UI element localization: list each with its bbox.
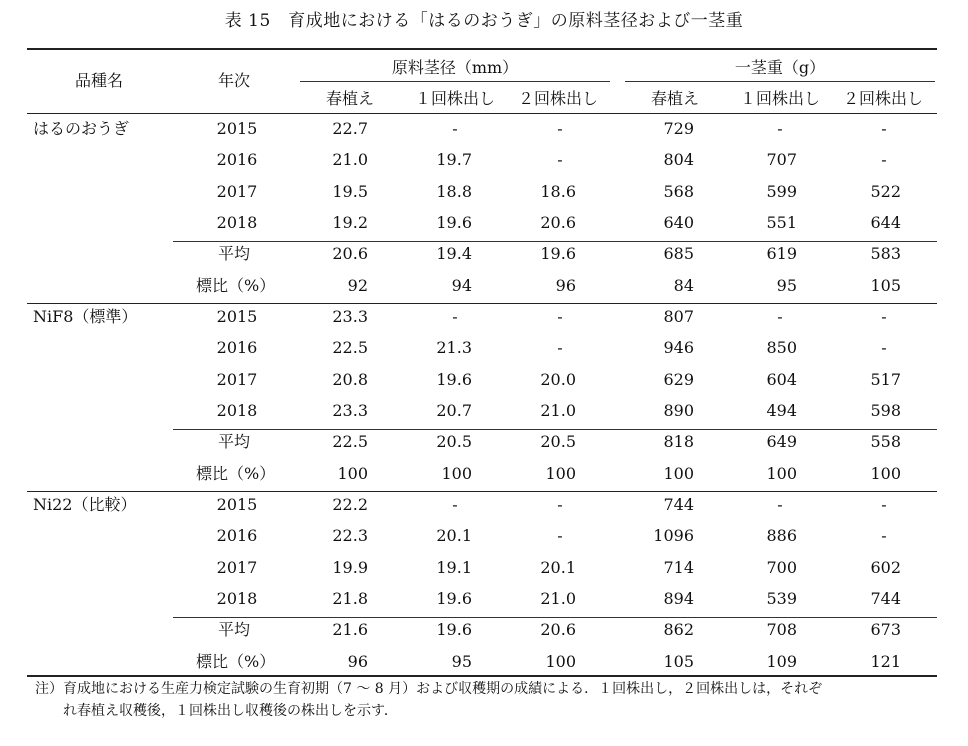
cell-stem-diameter-ratoon2: 20.5: [540, 432, 576, 452]
group-rule: [27, 491, 937, 492]
subheader-col-6: ２回株出し: [842, 89, 923, 108]
cell-stem-diameter-ratoon2: -: [557, 338, 563, 358]
cell-stem-weight-ratoon1: -: [777, 495, 783, 514]
cell-stem-diameter-spring: 21.0: [332, 150, 368, 170]
average-label: 平均: [218, 432, 251, 452]
header-group-stem-diameter: 原料茎径（mm）: [391, 58, 519, 77]
cell-stem-weight-spring: 629: [663, 369, 694, 389]
cell-stem-weight-ratoon1: 886: [766, 526, 797, 546]
cell-stem-weight-ratoon2: -: [881, 338, 887, 358]
cell-stem-diameter-ratoon2: 96: [555, 275, 576, 295]
cell-stem-diameter-spring: 21.8: [332, 588, 368, 608]
cell-stem-weight-spring: 1096: [653, 526, 694, 546]
average-label: 平均: [218, 244, 251, 264]
cell-stem-diameter-ratoon2: 21.0: [540, 400, 576, 420]
cell-stem-weight-spring: 714: [663, 557, 694, 577]
cell-stem-weight-ratoon1: -: [777, 307, 783, 326]
ratio-label: 標比（%）: [196, 463, 276, 483]
cell-stem-weight-spring: 818: [663, 432, 694, 452]
cell-stem-diameter-ratoon2: -: [557, 307, 563, 326]
cell-stem-weight-ratoon1: -: [777, 119, 783, 138]
cell-stem-diameter-ratoon2: -: [557, 495, 563, 514]
cell-stem-diameter-ratoon1: 19.6: [436, 369, 472, 389]
cell-stem-diameter-ratoon2: 21.0: [540, 588, 576, 608]
header-group-stem-weight: 一茎重（g）: [734, 58, 826, 77]
subheader-col-1: 春植え: [325, 89, 374, 108]
cell-stem-diameter-ratoon2: -: [557, 526, 563, 546]
cell-stem-weight-ratoon1: 95: [776, 275, 797, 295]
cell-stem-weight-spring: 685: [663, 244, 694, 264]
cell-stem-diameter-ratoon2: -: [557, 150, 563, 170]
cell-stem-weight-spring: 862: [663, 620, 694, 640]
header-variety: 品種名: [75, 71, 124, 90]
year-label: 2016: [216, 150, 258, 170]
cell-stem-diameter-spring: 23.3: [332, 307, 368, 326]
cell-stem-weight-spring: 890: [663, 400, 694, 420]
cell-stem-diameter-ratoon1: 100: [441, 463, 472, 483]
cell-stem-weight-ratoon1: 700: [766, 557, 797, 577]
cell-stem-diameter-spring: 96: [347, 651, 368, 671]
cell-stem-diameter-ratoon1: 20.7: [436, 400, 472, 420]
year-label: 2017: [216, 369, 258, 389]
cell-stem-weight-ratoon2: 105: [870, 275, 901, 295]
cell-stem-diameter-ratoon2: 18.6: [540, 181, 576, 201]
cell-stem-diameter-spring: 100: [337, 463, 368, 483]
group-rule: [27, 303, 937, 304]
cell-stem-diameter-ratoon1: 19.7: [436, 150, 472, 170]
cell-stem-weight-ratoon1: 619: [766, 244, 797, 264]
cell-stem-weight-ratoon2: 744: [870, 588, 901, 608]
cell-stem-weight-ratoon1: 604: [766, 369, 797, 389]
cell-stem-diameter-ratoon1: 19.4: [436, 244, 472, 264]
cell-stem-weight-ratoon2: -: [881, 495, 887, 514]
cell-stem-diameter-ratoon2: 20.6: [540, 620, 576, 640]
cell-stem-diameter-spring: 20.6: [332, 244, 368, 264]
footnote-line-2: れ春植え収穫後，１回株出し収穫後の株出しを示す．: [63, 703, 398, 719]
year-label: 2015: [216, 495, 258, 514]
cell-stem-weight-spring: 807: [663, 307, 694, 326]
cell-stem-diameter-spring: 22.3: [332, 526, 368, 546]
cell-stem-weight-ratoon1: 494: [766, 400, 797, 420]
average-label: 平均: [218, 620, 251, 640]
cell-stem-weight-ratoon2: 517: [870, 369, 901, 389]
cell-stem-diameter-spring: 19.5: [332, 181, 368, 201]
header-rule: [27, 113, 937, 114]
summary-separator: [173, 241, 937, 242]
cell-stem-diameter-ratoon1: -: [452, 495, 458, 514]
footnote: [35, 678, 935, 722]
cell-stem-weight-spring: 744: [663, 495, 694, 514]
cell-stem-diameter-spring: 22.5: [332, 338, 368, 358]
cell-stem-weight-ratoon1: 109: [766, 651, 797, 671]
bottom-rule: [27, 675, 937, 677]
cell-stem-diameter-ratoon1: 21.3: [436, 338, 472, 358]
cell-stem-weight-ratoon2: 602: [870, 557, 901, 577]
cell-stem-weight-spring: 568: [663, 181, 694, 201]
cell-stem-weight-ratoon2: 558: [870, 432, 901, 452]
summary-separator: [173, 429, 937, 430]
cell-stem-diameter-spring: 23.3: [332, 400, 368, 420]
cell-stem-weight-ratoon1: 649: [766, 432, 797, 452]
year-label: 2015: [216, 119, 258, 138]
cell-stem-diameter-ratoon2: 100: [545, 463, 576, 483]
cell-stem-weight-ratoon2: 598: [870, 400, 901, 420]
cell-stem-diameter-spring: 22.5: [332, 432, 368, 452]
year-label: 2017: [216, 181, 258, 201]
cell-stem-weight-ratoon2: -: [881, 150, 887, 170]
summary-separator: [173, 617, 937, 618]
cell-stem-diameter-ratoon1: 19.6: [436, 620, 472, 640]
cell-stem-diameter-ratoon1: 19.6: [436, 212, 472, 232]
year-label: 2018: [216, 212, 258, 232]
cell-stem-diameter-ratoon1: 18.8: [436, 181, 472, 201]
cell-stem-diameter-spring: 20.8: [332, 369, 368, 389]
cell-stem-weight-spring: 804: [663, 150, 694, 170]
year-label: 2017: [216, 557, 258, 577]
header-year: 年次: [218, 71, 251, 90]
cell-stem-diameter-ratoon2: 20.0: [540, 369, 576, 389]
cell-stem-diameter-ratoon2: 20.1: [540, 557, 576, 577]
footnote-line-1: 注）育成地における生産力検定試験の生育初期（7 ～ 8 月）および収穫期の成績による．１回株出し，２回株出しは，それぞ: [35, 681, 823, 697]
cell-stem-weight-ratoon2: 673: [870, 620, 901, 640]
group-underline-2: [625, 81, 935, 82]
top-rule: [27, 48, 937, 50]
cell-stem-weight-spring: 105: [663, 651, 694, 671]
cell-stem-weight-ratoon1: 708: [766, 620, 797, 640]
year-label: 2015: [216, 307, 258, 326]
cell-stem-diameter-ratoon1: 94: [451, 275, 472, 295]
cell-stem-weight-ratoon2: -: [881, 307, 887, 326]
variety-name: はるのおうぎ: [33, 119, 130, 138]
cell-stem-diameter-ratoon1: 20.5: [436, 432, 472, 452]
cell-stem-weight-spring: 946: [663, 338, 694, 358]
cell-stem-diameter-ratoon1: 19.1: [436, 557, 472, 577]
cell-stem-diameter-ratoon1: 20.1: [436, 526, 472, 546]
cell-stem-weight-ratoon2: 644: [870, 212, 901, 232]
cell-stem-diameter-spring: 22.2: [332, 495, 368, 514]
cell-stem-weight-ratoon1: 850: [766, 338, 797, 358]
cell-stem-diameter-ratoon1: 19.6: [436, 588, 472, 608]
cell-stem-weight-spring: 84: [673, 275, 694, 295]
cell-stem-diameter-spring: 22.7: [332, 119, 368, 138]
group-underline-1: [300, 81, 610, 82]
cell-stem-weight-ratoon2: 121: [870, 651, 901, 671]
year-label: 2016: [216, 526, 258, 546]
cell-stem-diameter-ratoon2: 19.6: [540, 244, 576, 264]
cell-stem-weight-ratoon1: 539: [766, 588, 797, 608]
cell-stem-diameter-spring: 21.6: [332, 620, 368, 640]
cell-stem-weight-ratoon1: 707: [766, 150, 797, 170]
cell-stem-weight-spring: 100: [663, 463, 694, 483]
cell-stem-weight-ratoon2: -: [881, 526, 887, 546]
year-label: 2018: [216, 400, 258, 420]
subheader-col-3: ２回株出し: [517, 89, 598, 108]
variety-name: NiF8（標準）: [33, 307, 138, 326]
variety-name: Ni22（比較）: [33, 495, 137, 514]
cell-stem-weight-ratoon2: 522: [870, 181, 901, 201]
cell-stem-weight-spring: 640: [663, 212, 694, 232]
cell-stem-diameter-spring: 19.9: [332, 557, 368, 577]
cell-stem-diameter-ratoon2: -: [557, 119, 563, 138]
cell-stem-diameter-spring: 92: [347, 275, 368, 295]
cell-stem-diameter-spring: 19.2: [332, 212, 368, 232]
subheader-col-2: １回株出し: [414, 89, 495, 108]
year-label: 2016: [216, 338, 258, 358]
cell-stem-diameter-ratoon1: -: [452, 119, 458, 138]
cell-stem-diameter-ratoon2: 20.6: [540, 212, 576, 232]
cell-stem-diameter-ratoon1: -: [452, 307, 458, 326]
cell-stem-weight-spring: 729: [663, 119, 694, 138]
cell-stem-weight-ratoon1: 100: [766, 463, 797, 483]
cell-stem-diameter-ratoon2: 100: [545, 651, 576, 671]
table-caption: 表 15 育成地における「はるのおうぎ」の原料茎径および一茎重: [224, 11, 744, 31]
cell-stem-diameter-ratoon1: 95: [451, 651, 472, 671]
cell-stem-weight-ratoon1: 551: [766, 212, 797, 232]
cell-stem-weight-ratoon2: -: [881, 119, 887, 138]
cell-stem-weight-ratoon2: 100: [870, 463, 901, 483]
subheader-col-4: 春植え: [650, 89, 699, 108]
ratio-label: 標比（%）: [196, 275, 276, 295]
cell-stem-weight-spring: 894: [663, 588, 694, 608]
year-label: 2018: [216, 588, 258, 608]
subheader-col-5: １回株出し: [739, 89, 820, 108]
ratio-label: 標比（%）: [196, 651, 276, 671]
cell-stem-weight-ratoon1: 599: [766, 181, 797, 201]
cell-stem-weight-ratoon2: 583: [870, 244, 901, 264]
